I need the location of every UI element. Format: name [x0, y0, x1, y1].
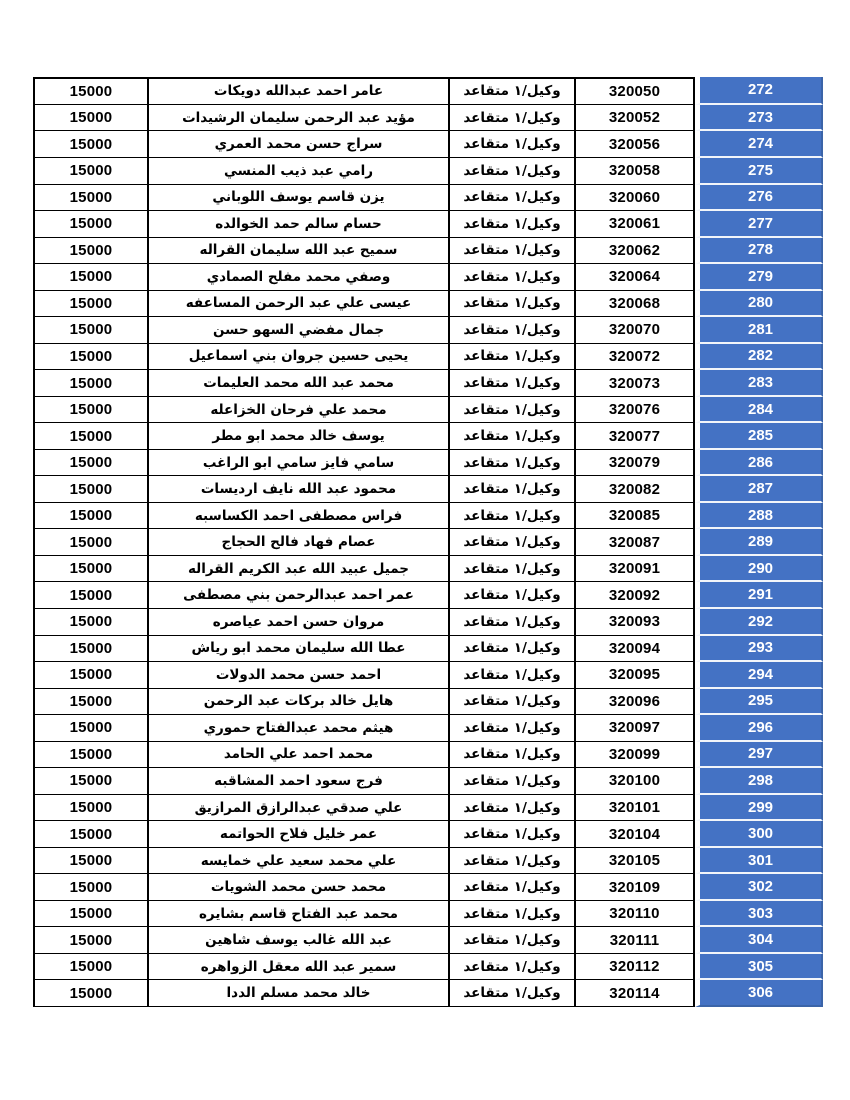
service-number-cell: 320105 — [576, 848, 695, 875]
name-cell: مروان حسن احمد عياصره — [149, 609, 450, 636]
row-index-cell: 297 — [695, 742, 823, 769]
row-index-cell: 273 — [695, 105, 823, 132]
row-index-cell: 302 — [695, 874, 823, 901]
amount-cell: 15000 — [33, 264, 149, 291]
rank-cell: وكيل/١ متقاعد — [450, 848, 576, 875]
rank-cell: وكيل/١ متقاعد — [450, 954, 576, 981]
amount-cell: 15000 — [33, 450, 149, 477]
rank-cell: وكيل/١ متقاعد — [450, 476, 576, 503]
name-cell: يوسف خالد محمد ابو مطر — [149, 423, 450, 450]
row-index-cell: 301 — [695, 848, 823, 875]
row-index-cell: 274 — [695, 131, 823, 158]
row-index-cell: 281 — [695, 317, 823, 344]
table-row — [33, 291, 823, 318]
table-row — [33, 476, 823, 503]
name-cell: محمد عبد الفتاح قاسم بشايره — [149, 901, 450, 928]
table-row — [33, 105, 823, 132]
rank-cell: وكيل/١ متقاعد — [450, 768, 576, 795]
name-cell: عصام فهاد فالح الحجاج — [149, 529, 450, 556]
service-number-cell: 320062 — [576, 238, 695, 265]
rank-cell: وكيل/١ متقاعد — [450, 901, 576, 928]
name-cell: حسام سالم حمد الخوالده — [149, 211, 450, 238]
amount-cell: 15000 — [33, 768, 149, 795]
name-cell: يحيى حسين جروان بني اسماعيل — [149, 344, 450, 371]
rank-cell: وكيل/١ متقاعد — [450, 211, 576, 238]
table-row — [33, 715, 823, 742]
name-cell: عمر احمد عبدالرحمن بني مصطفى — [149, 582, 450, 609]
service-number-cell: 320050 — [576, 77, 695, 105]
service-number-cell: 320052 — [576, 105, 695, 132]
pension-roster-table — [33, 77, 823, 1007]
amount-cell: 15000 — [33, 291, 149, 318]
service-number-cell: 320111 — [576, 927, 695, 954]
service-number-cell: 320112 — [576, 954, 695, 981]
name-cell: جمال مفضي السهو حسن — [149, 317, 450, 344]
service-number-cell: 320058 — [576, 158, 695, 185]
row-index-cell: 275 — [695, 158, 823, 185]
table-row — [33, 795, 823, 822]
rank-cell: وكيل/١ متقاعد — [450, 795, 576, 822]
name-cell: فراس مصطفى احمد الكساسبه — [149, 503, 450, 530]
amount-cell: 15000 — [33, 636, 149, 663]
rank-cell: وكيل/١ متقاعد — [450, 636, 576, 663]
rank-cell: وكيل/١ متقاعد — [450, 264, 576, 291]
name-cell: عطا الله سليمان محمد ابو رياش — [149, 636, 450, 663]
row-index-cell: 278 — [695, 238, 823, 265]
row-index-cell: 294 — [695, 662, 823, 689]
table-row — [33, 158, 823, 185]
row-index-cell: 298 — [695, 768, 823, 795]
rank-cell: وكيل/١ متقاعد — [450, 742, 576, 769]
table-row — [33, 636, 823, 663]
service-number-cell: 320073 — [576, 370, 695, 397]
table-row — [33, 503, 823, 530]
table-row — [33, 848, 823, 875]
amount-cell: 15000 — [33, 662, 149, 689]
row-index-cell: 296 — [695, 715, 823, 742]
service-number-cell: 320076 — [576, 397, 695, 424]
amount-cell: 15000 — [33, 423, 149, 450]
service-number-cell: 320096 — [576, 689, 695, 716]
rank-cell: وكيل/١ متقاعد — [450, 397, 576, 424]
rank-cell: وكيل/١ متقاعد — [450, 185, 576, 212]
amount-cell: 15000 — [33, 344, 149, 371]
service-number-cell: 320060 — [576, 185, 695, 212]
amount-cell: 15000 — [33, 211, 149, 238]
amount-cell: 15000 — [33, 503, 149, 530]
rank-cell: وكيل/١ متقاعد — [450, 450, 576, 477]
amount-cell: 15000 — [33, 556, 149, 583]
amount-cell: 15000 — [33, 609, 149, 636]
service-number-cell: 320099 — [576, 742, 695, 769]
name-cell: سمير عبد الله معقل الزواهره — [149, 954, 450, 981]
table-row — [33, 317, 823, 344]
row-index-cell: 305 — [695, 954, 823, 981]
service-number-cell: 320095 — [576, 662, 695, 689]
row-index-cell: 292 — [695, 609, 823, 636]
service-number-cell: 320110 — [576, 901, 695, 928]
amount-cell: 15000 — [33, 689, 149, 716]
amount-cell: 15000 — [33, 158, 149, 185]
service-number-cell: 320087 — [576, 529, 695, 556]
table-row — [33, 662, 823, 689]
amount-cell: 15000 — [33, 954, 149, 981]
service-number-cell: 320091 — [576, 556, 695, 583]
row-index-cell: 276 — [695, 185, 823, 212]
row-index-cell: 304 — [695, 927, 823, 954]
table-row — [33, 821, 823, 848]
name-cell: وصفي محمد مفلح الصمادي — [149, 264, 450, 291]
service-number-cell: 320072 — [576, 344, 695, 371]
rank-cell: وكيل/١ متقاعد — [450, 582, 576, 609]
name-cell: جميل عبيد الله عبد الكريم القراله — [149, 556, 450, 583]
amount-cell: 15000 — [33, 370, 149, 397]
name-cell: علي محمد سعيد علي خمايسه — [149, 848, 450, 875]
service-number-cell: 320082 — [576, 476, 695, 503]
service-number-cell: 320056 — [576, 131, 695, 158]
amount-cell: 15000 — [33, 715, 149, 742]
row-index-cell: 286 — [695, 450, 823, 477]
rank-cell: وكيل/١ متقاعد — [450, 423, 576, 450]
amount-cell: 15000 — [33, 397, 149, 424]
amount-cell: 15000 — [33, 105, 149, 132]
row-index-cell: 284 — [695, 397, 823, 424]
table-row — [33, 582, 823, 609]
name-cell: احمد حسن محمد الدولات — [149, 662, 450, 689]
rank-cell: وكيل/١ متقاعد — [450, 715, 576, 742]
amount-cell: 15000 — [33, 529, 149, 556]
service-number-cell: 320061 — [576, 211, 695, 238]
rank-cell: وكيل/١ متقاعد — [450, 874, 576, 901]
service-number-cell: 320114 — [576, 980, 695, 1007]
rank-cell: وكيل/١ متقاعد — [450, 370, 576, 397]
rank-cell: وكيل/١ متقاعد — [450, 689, 576, 716]
rank-cell: وكيل/١ متقاعد — [450, 821, 576, 848]
service-number-cell: 320101 — [576, 795, 695, 822]
row-index-cell: 289 — [695, 529, 823, 556]
table-row — [33, 131, 823, 158]
name-cell: خالد محمد مسلم الددا — [149, 980, 450, 1007]
row-index-cell: 288 — [695, 503, 823, 530]
table-row — [33, 954, 823, 981]
amount-cell: 15000 — [33, 476, 149, 503]
row-index-cell: 280 — [695, 291, 823, 318]
rank-cell: وكيل/١ متقاعد — [450, 77, 576, 105]
amount-cell: 15000 — [33, 238, 149, 265]
table-row — [33, 344, 823, 371]
amount-cell: 15000 — [33, 185, 149, 212]
row-index-cell: 295 — [695, 689, 823, 716]
rank-cell: وكيل/١ متقاعد — [450, 291, 576, 318]
name-cell: هايل خالد بركات عبد الرحمن — [149, 689, 450, 716]
table-row — [33, 423, 823, 450]
row-index-cell: 300 — [695, 821, 823, 848]
row-index-cell: 283 — [695, 370, 823, 397]
table-row — [33, 77, 823, 105]
rank-cell: وكيل/١ متقاعد — [450, 238, 576, 265]
service-number-cell: 320070 — [576, 317, 695, 344]
rank-cell: وكيل/١ متقاعد — [450, 344, 576, 371]
rank-cell: وكيل/١ متقاعد — [450, 529, 576, 556]
service-number-cell: 320109 — [576, 874, 695, 901]
name-cell: سامي فايز سامي ابو الراغب — [149, 450, 450, 477]
rank-cell: وكيل/١ متقاعد — [450, 317, 576, 344]
service-number-cell: 320068 — [576, 291, 695, 318]
service-number-cell: 320094 — [576, 636, 695, 663]
service-number-cell: 320104 — [576, 821, 695, 848]
row-index-cell: 282 — [695, 344, 823, 371]
name-cell: رامي عبد ذيب المنسي — [149, 158, 450, 185]
name-cell: محمد احمد علي الحامد — [149, 742, 450, 769]
name-cell: محمد عبد الله محمد العليمات — [149, 370, 450, 397]
rank-cell: وكيل/١ متقاعد — [450, 503, 576, 530]
service-number-cell: 320064 — [576, 264, 695, 291]
row-index-cell: 306 — [695, 980, 823, 1007]
amount-cell: 15000 — [33, 795, 149, 822]
name-cell: سميح عبد الله سليمان القراله — [149, 238, 450, 265]
rank-cell: وكيل/١ متقاعد — [450, 556, 576, 583]
rank-cell: وكيل/١ متقاعد — [450, 105, 576, 132]
name-cell: هيثم محمد عبدالفتاح حموري — [149, 715, 450, 742]
table-row — [33, 450, 823, 477]
row-index-cell: 303 — [695, 901, 823, 928]
table-row — [33, 901, 823, 928]
service-number-cell: 320079 — [576, 450, 695, 477]
table-row — [33, 927, 823, 954]
amount-cell: 15000 — [33, 131, 149, 158]
table-body — [33, 77, 823, 1007]
table-row — [33, 185, 823, 212]
table-row — [33, 609, 823, 636]
name-cell: عامر احمد عبدالله دويكات — [149, 77, 450, 105]
rank-cell: وكيل/١ متقاعد — [450, 131, 576, 158]
name-cell: سراج حسن محمد العمري — [149, 131, 450, 158]
amount-cell: 15000 — [33, 848, 149, 875]
table-row — [33, 556, 823, 583]
row-index-cell: 279 — [695, 264, 823, 291]
row-index-cell: 299 — [695, 795, 823, 822]
row-index-cell: 290 — [695, 556, 823, 583]
table-row — [33, 742, 823, 769]
service-number-cell: 320100 — [576, 768, 695, 795]
amount-cell: 15000 — [33, 980, 149, 1007]
rank-cell: وكيل/١ متقاعد — [450, 662, 576, 689]
rank-cell: وكيل/١ متقاعد — [450, 927, 576, 954]
name-cell: محمد علي فرحان الخزاعله — [149, 397, 450, 424]
name-cell: علي صدقي عبدالرازق المرازيق — [149, 795, 450, 822]
service-number-cell: 320085 — [576, 503, 695, 530]
row-index-cell: 291 — [695, 582, 823, 609]
name-cell: محمود عبد الله نايف ارديسات — [149, 476, 450, 503]
table-row — [33, 689, 823, 716]
amount-cell: 15000 — [33, 582, 149, 609]
rank-cell: وكيل/١ متقاعد — [450, 158, 576, 185]
row-index-cell: 293 — [695, 636, 823, 663]
row-index-cell: 272 — [695, 77, 823, 105]
table-row — [33, 397, 823, 424]
name-cell: عمر خليل فلاح الحواتمه — [149, 821, 450, 848]
table-row — [33, 980, 823, 1007]
service-number-cell: 320092 — [576, 582, 695, 609]
row-index-cell: 277 — [695, 211, 823, 238]
amount-cell: 15000 — [33, 317, 149, 344]
row-index-cell: 285 — [695, 423, 823, 450]
rank-cell: وكيل/١ متقاعد — [450, 609, 576, 636]
amount-cell: 15000 — [33, 927, 149, 954]
name-cell: محمد حسن محمد الشويات — [149, 874, 450, 901]
amount-cell: 15000 — [33, 874, 149, 901]
name-cell: عبد الله غالب يوسف شاهين — [149, 927, 450, 954]
name-cell: مؤيد عبد الرحمن سليمان الرشيدات — [149, 105, 450, 132]
name-cell: فرج سعود احمد المشاقبه — [149, 768, 450, 795]
amount-cell: 15000 — [33, 77, 149, 105]
name-cell: عيسى علي عبد الرحمن المساعفه — [149, 291, 450, 318]
amount-cell: 15000 — [33, 821, 149, 848]
name-cell: يزن قاسم يوسف اللوباني — [149, 185, 450, 212]
amount-cell: 15000 — [33, 901, 149, 928]
service-number-cell: 320097 — [576, 715, 695, 742]
table-row — [33, 768, 823, 795]
table-row — [33, 874, 823, 901]
rank-cell: وكيل/١ متقاعد — [450, 980, 576, 1007]
row-index-cell: 287 — [695, 476, 823, 503]
service-number-cell: 320077 — [576, 423, 695, 450]
table-row — [33, 211, 823, 238]
table-row — [33, 529, 823, 556]
table-row — [33, 370, 823, 397]
amount-cell: 15000 — [33, 742, 149, 769]
table-row — [33, 264, 823, 291]
table-row — [33, 238, 823, 265]
service-number-cell: 320093 — [576, 609, 695, 636]
